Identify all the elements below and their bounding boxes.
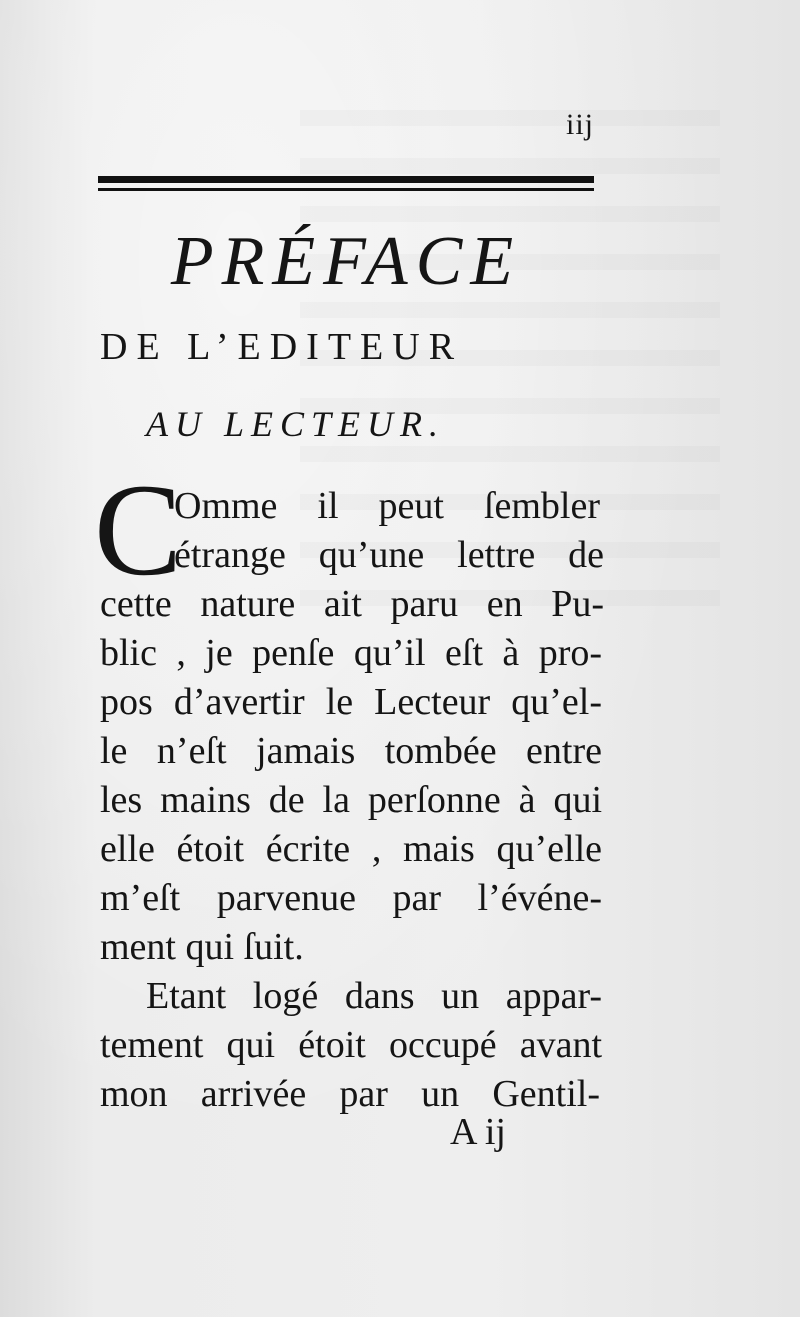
signature-catchword: A ij <box>450 1111 506 1153</box>
text-line: mon arrivée par un Gentil- <box>100 1073 600 1115</box>
text-line: blic , je penſe qu’il eſt à pro- <box>100 632 602 674</box>
text-line: Omme il peut ſembler <box>174 485 600 527</box>
text-line: Etant logé dans un appar- <box>146 975 602 1017</box>
page-number: iij <box>566 108 595 141</box>
header-rule-thick <box>98 176 594 183</box>
page-title: PRÉFACE <box>170 223 522 300</box>
text-line: le n’eſt jamais tombée entre <box>100 730 602 772</box>
text-line: tement qui étoit occupé avant <box>100 1024 602 1066</box>
text-line: les mains de la perſonne à qui <box>100 779 602 821</box>
text-line: pos d’avertir le Lecteur qu’el- <box>100 681 602 723</box>
text-line: étrange qu’une lettre de <box>174 534 604 576</box>
text-line: cette nature ait paru en Pu- <box>100 583 604 625</box>
page-subtitle-secondary: AU LECTEUR. <box>146 404 446 444</box>
text-line: m’eſt parvenue par l’événe- <box>100 877 602 919</box>
drop-cap: C <box>94 456 183 603</box>
page-subtitle: DE L’EDITEUR <box>100 326 464 368</box>
header-rule-thin <box>98 188 594 191</box>
text-line: elle étoit écrite , mais qu’elle <box>100 828 602 870</box>
text-line-short: ment qui ſuit. <box>100 926 304 968</box>
